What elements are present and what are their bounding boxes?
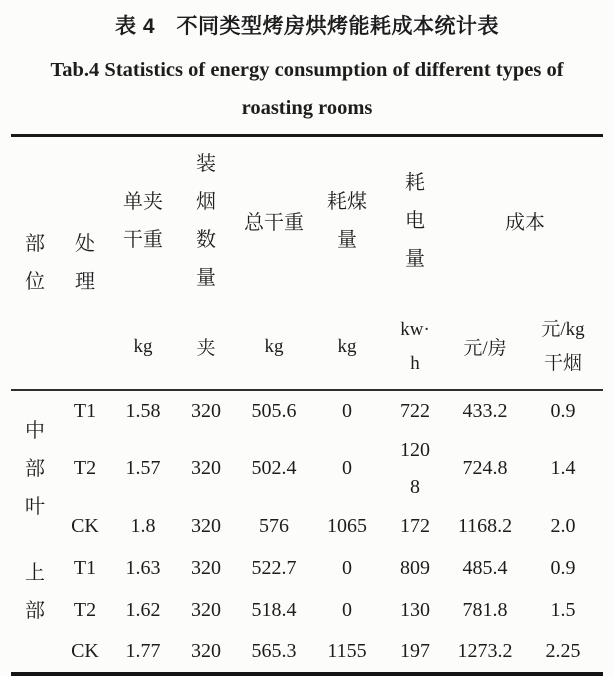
cell-tobacco-clips: 320 bbox=[191, 457, 221, 480]
cell-cost-per-room: 781.8 bbox=[462, 599, 508, 622]
cell-tobacco-clips: 320 bbox=[191, 515, 221, 538]
table-body bbox=[11, 390, 603, 674]
cell-cost-per-room: 433.2 bbox=[462, 399, 508, 422]
unit-tobacco-clips: 夹 bbox=[196, 338, 216, 360]
cell-tobacco-clips: 320 bbox=[191, 640, 221, 663]
table-header-row bbox=[11, 135, 603, 305]
col-header-total-dry-weight bbox=[237, 135, 311, 305]
cell-cost-per-kg: 2.25 bbox=[545, 640, 581, 663]
table-caption-en: Tab.4 Statistics of energy consumption of different types of roasting rooms bbox=[50, 59, 564, 119]
col-header-tobacco-clips-label: 装烟数量 bbox=[196, 152, 216, 289]
cell-cost-per-room: 724.8 bbox=[462, 457, 508, 480]
col-header-cost-label: 成本 bbox=[505, 212, 545, 235]
cell-cost-per-room: 485.4 bbox=[462, 557, 508, 580]
unit-total-dry-weight: kg bbox=[264, 335, 284, 357]
cell-part-middle-leaf bbox=[11, 390, 59, 548]
col-header-electricity-label: 耗电量 bbox=[405, 171, 425, 270]
cell-treatment: T2 bbox=[73, 599, 97, 622]
col-header-total-dry-weight-label: 总干重 bbox=[244, 212, 304, 235]
unit-cost-per-kg: 元/kg 干烟 bbox=[541, 318, 585, 374]
col-header-treatment bbox=[59, 135, 111, 390]
table-row bbox=[11, 548, 603, 590]
cell-electricity: 809 bbox=[400, 557, 430, 580]
cell-cost-per-room: 1273.2 bbox=[457, 640, 513, 663]
cell-part-upper bbox=[11, 548, 59, 674]
cell-dry-weight-per-clip: 1.57 bbox=[125, 457, 161, 480]
col-header-dry-weight-per-clip-label: 单夹干重 bbox=[123, 190, 163, 251]
cell-total-dry-weight: 518.4 bbox=[251, 599, 297, 622]
table-header bbox=[11, 135, 603, 390]
cell-total-dry-weight: 522.7 bbox=[251, 557, 297, 580]
cell-total-dry-weight: 576 bbox=[259, 515, 289, 538]
cell-dry-weight-per-clip: 1.58 bbox=[125, 399, 161, 422]
cell-treatment: T2 bbox=[73, 457, 97, 480]
cell-treatment: T1 bbox=[73, 399, 97, 422]
cell-dry-weight-per-clip: 1.62 bbox=[125, 599, 161, 622]
cell-tobacco-clips: 320 bbox=[191, 557, 221, 580]
cell-coal: 1065 bbox=[327, 515, 367, 538]
cell-cost-per-kg: 2.0 bbox=[550, 515, 576, 538]
cell-total-dry-weight: 565.3 bbox=[251, 640, 297, 663]
cell-cost-per-kg: 0.9 bbox=[550, 557, 576, 580]
col-header-coal-label: 耗煤量 bbox=[327, 190, 367, 251]
cell-total-dry-weight: 502.4 bbox=[251, 457, 297, 480]
col-header-dry-weight-per-clip bbox=[111, 135, 175, 305]
part-label: 中部叶 bbox=[25, 420, 45, 519]
table-row bbox=[11, 590, 603, 632]
cell-dry-weight-per-clip: 1.8 bbox=[130, 515, 156, 538]
cell-cost-per-kg: 1.4 bbox=[550, 457, 576, 480]
cell-coal: 0 bbox=[342, 599, 352, 622]
unit-dry-weight-per-clip: kg bbox=[133, 335, 153, 357]
table-row bbox=[11, 632, 603, 674]
col-header-part bbox=[11, 135, 59, 390]
cell-total-dry-weight: 505.6 bbox=[251, 399, 297, 422]
col-header-tobacco-clips bbox=[175, 135, 237, 305]
cell-treatment: T1 bbox=[73, 557, 97, 580]
table-row bbox=[11, 506, 603, 548]
unit-cost-per-room: 元/房 bbox=[463, 338, 507, 360]
table-row bbox=[11, 432, 603, 506]
cell-tobacco-clips: 320 bbox=[191, 599, 221, 622]
cell-coal: 0 bbox=[342, 557, 352, 580]
cell-treatment: CK bbox=[71, 640, 99, 663]
cell-electricity: 130 bbox=[400, 599, 430, 622]
cell-cost-per-kg: 1.5 bbox=[550, 599, 576, 622]
cell-electricity: 172 bbox=[400, 515, 430, 538]
col-header-electricity bbox=[383, 135, 447, 305]
col-header-part-label: 部位 bbox=[25, 232, 45, 293]
cell-coal: 0 bbox=[342, 399, 352, 422]
cell-treatment: CK bbox=[71, 515, 99, 538]
part-label: 上部 bbox=[25, 561, 45, 622]
table-row bbox=[11, 390, 603, 432]
cell-cost-per-kg: 0.9 bbox=[550, 399, 576, 422]
cell-cost-per-room: 1168.2 bbox=[457, 515, 513, 538]
cell-dry-weight-per-clip: 1.63 bbox=[125, 557, 161, 580]
col-header-treatment-label: 处理 bbox=[75, 232, 95, 293]
cell-electricity: 1208 bbox=[400, 438, 430, 498]
col-header-coal bbox=[311, 135, 383, 305]
cell-coal: 1155 bbox=[327, 640, 367, 663]
unit-electricity: kw·h bbox=[400, 318, 430, 374]
cell-coal: 0 bbox=[342, 457, 352, 480]
cell-dry-weight-per-clip: 1.77 bbox=[125, 640, 161, 663]
cell-electricity: 722 bbox=[400, 399, 430, 422]
unit-coal: kg bbox=[337, 335, 357, 357]
cell-tobacco-clips: 320 bbox=[191, 399, 221, 422]
cell-electricity: 197 bbox=[400, 640, 430, 663]
col-header-cost bbox=[447, 135, 603, 305]
energy-cost-table bbox=[11, 134, 603, 676]
table-caption-zh: 表 4 不同类型烤房烘烤能耗成本统计表 bbox=[114, 15, 499, 38]
